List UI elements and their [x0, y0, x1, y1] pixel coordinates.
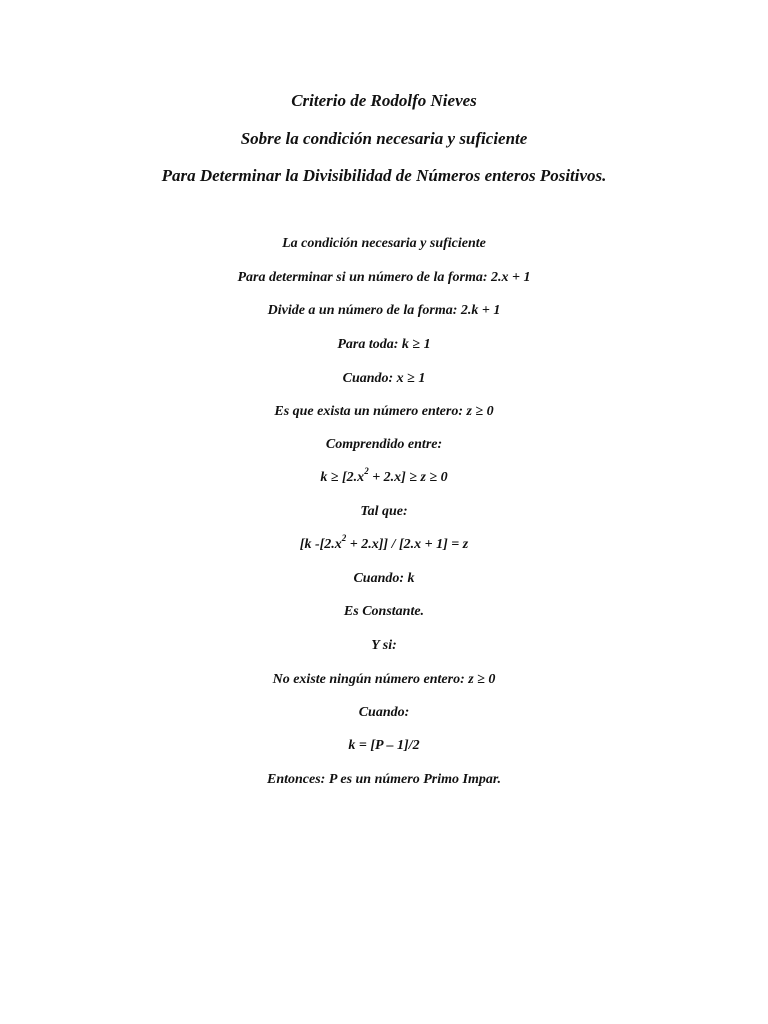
text-line: Cuando: x ≥ 1 — [342, 371, 426, 386]
formula-exponent: 2 — [364, 466, 369, 477]
text-line: Y si: — [371, 638, 397, 653]
document-subtitle: Sobre la condición necesaria y suficiente — [240, 129, 528, 148]
conclusion-line: Entonces: P es un número Primo Impar. — [266, 772, 502, 787]
formula-part: [k -[2.x — [299, 537, 342, 552]
text-line: Cuando: k — [353, 571, 415, 586]
text-line: Es que exista un número entero: z ≥ 0 — [274, 404, 494, 419]
text-line: Divide a un número de la forma: 2.k + 1 — [267, 303, 501, 318]
formula-line: k = [P – 1]/2 — [348, 738, 420, 753]
text-line: Comprendido entre: — [325, 437, 443, 452]
formula-part: + 2.x]] / [2.x + 1] = z — [346, 537, 469, 552]
formula-inequality — [0, 466, 768, 486]
text-line: La condición necesaria y suficiente — [282, 236, 486, 251]
formula-equation — [0, 533, 768, 553]
text-line: Tal que: — [360, 504, 408, 519]
text-line: Cuando: — [358, 705, 410, 720]
formula-part: k ≥ [2.x — [320, 470, 365, 485]
formula-part: + 2.x] ≥ z ≥ 0 — [368, 470, 448, 485]
document-title: Criterio de Rodolfo Nieves — [291, 91, 477, 110]
text-line: Para toda: k ≥ 1 — [337, 337, 431, 352]
document-subtitle-2: Para Determinar la Divisibilidad de Números enteros Positivos. — [161, 166, 607, 185]
text-line: No existe ningún número entero: z ≥ 0 — [272, 672, 496, 687]
text-line: Es Constante. — [343, 604, 425, 619]
text-line: Para determinar si un número de la forma: 2.x + 1 — [237, 270, 531, 285]
formula-exponent: 2 — [341, 533, 347, 544]
